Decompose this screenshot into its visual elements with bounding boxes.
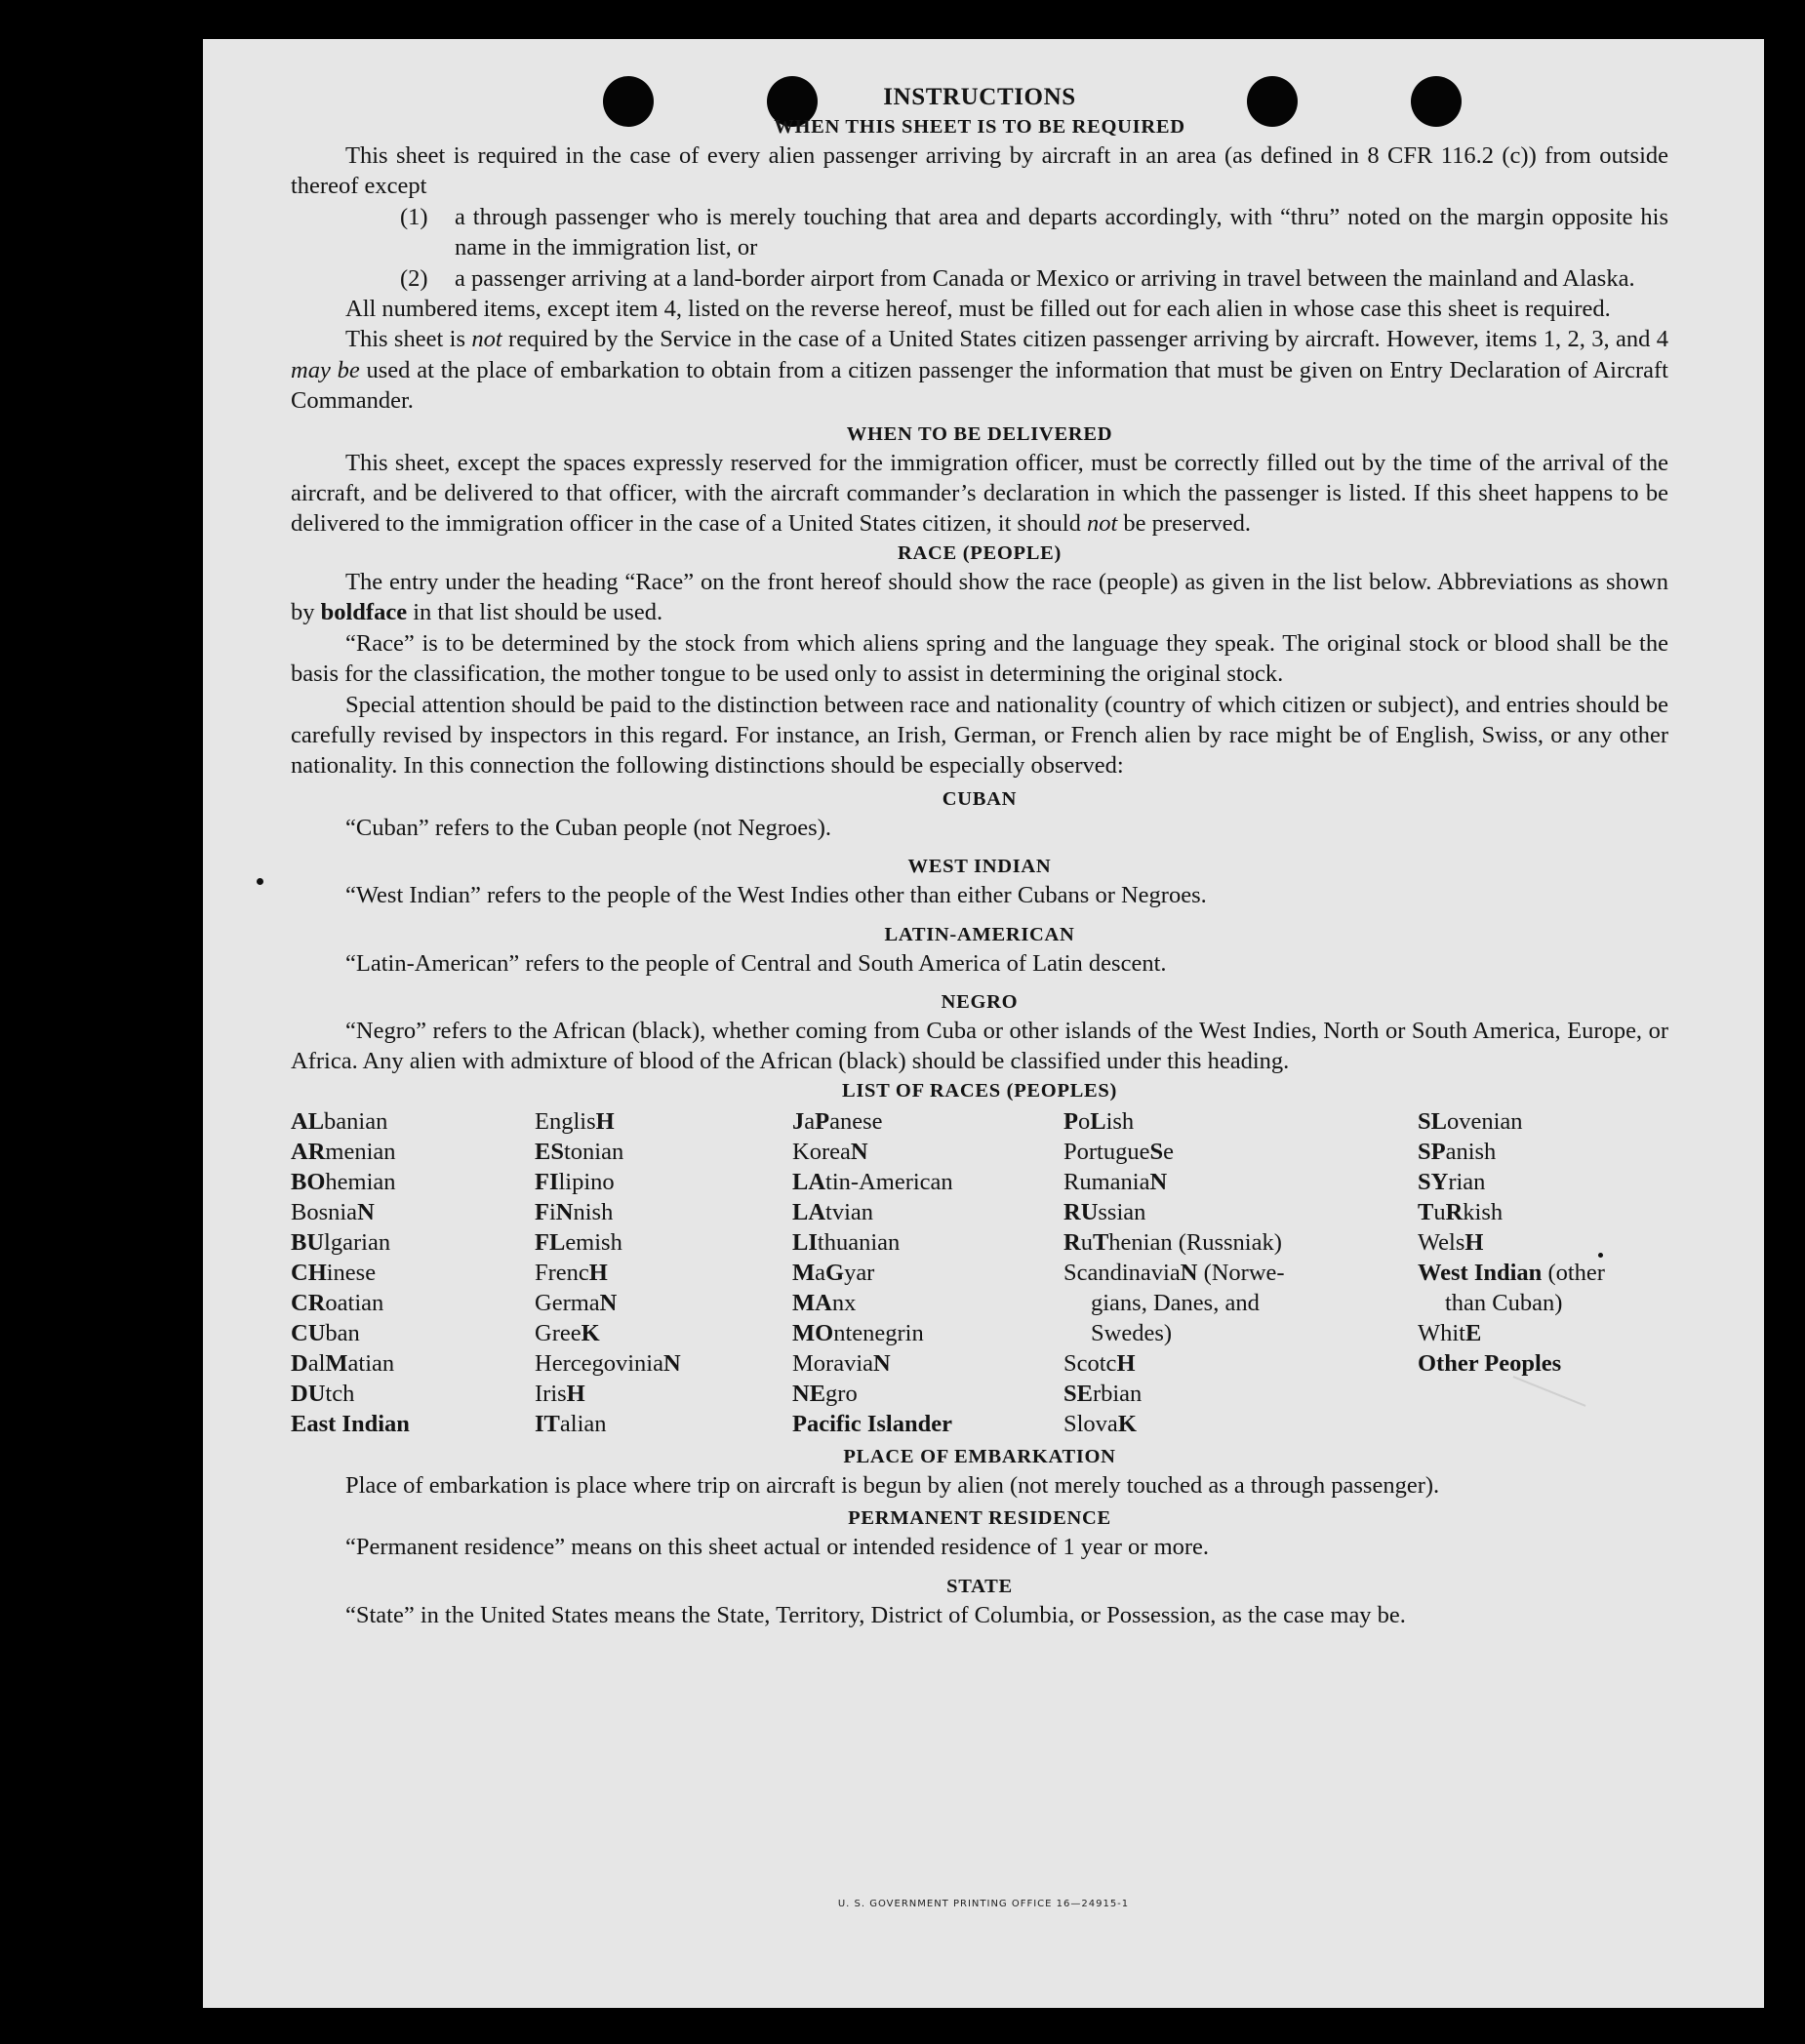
- race-entry: RumaniaN: [1063, 1168, 1168, 1195]
- race-entry: MoraviaN: [792, 1349, 891, 1377]
- race-column-4: [1063, 1106, 1418, 1439]
- printer-imprint: U. S. GOVERNMENT PRINTING OFFICE 16—24915-1: [837, 1899, 1130, 1909]
- race-entry: LIthuanian: [792, 1228, 901, 1256]
- race-list: [291, 1106, 1668, 1439]
- race-entry: FrencH: [535, 1259, 608, 1286]
- race-entry: BOhemian: [291, 1168, 396, 1195]
- heading-west-indian: WEST INDIAN: [907, 856, 1052, 878]
- heading-place-of-embarkation: PLACE OF EMBARKATION: [843, 1445, 1116, 1467]
- required-intro: This sheet is required in the case of every alien passenger arriving by aircraft in an area (as defined in 8 CFR 116.2 (c)) from outside thereof except: [291, 142, 1668, 200]
- race-entry: TuRkish: [1418, 1198, 1504, 1225]
- race-entry: GermaN: [535, 1289, 618, 1316]
- scan-speck: [257, 878, 263, 885]
- race-entry: than Cuban): [1445, 1289, 1563, 1316]
- cuban-text: “Cuban” refers to the Cuban people (not Negroes).: [345, 814, 831, 841]
- race-entry: MaGyar: [792, 1259, 875, 1286]
- exception-1: [291, 202, 1668, 263]
- instructions-text: [291, 82, 1668, 1630]
- race-column-3: [792, 1106, 1063, 1439]
- race-entry: DUtch: [291, 1380, 355, 1407]
- heading-latin-american: LATIN-AMERICAN: [884, 923, 1075, 945]
- race-entry: CHinese: [291, 1259, 377, 1286]
- race-entry: Other Peoples: [1418, 1349, 1562, 1377]
- race-entry: DalMatian: [291, 1349, 395, 1377]
- race-entry: WelsH: [1418, 1228, 1484, 1256]
- heading-list-of-races: LIST OF RACES (PEOPLES): [841, 1079, 1118, 1102]
- race-entry: CUban: [291, 1319, 360, 1346]
- race-entry: ITalian: [535, 1410, 607, 1437]
- race-entry: FIlipino: [535, 1168, 615, 1195]
- race-column-2: [535, 1106, 792, 1439]
- exception-2-text: a passenger arriving at a land-border airport from Canada or Mexico or arriving in travel between the mainland and Alaska.: [455, 264, 1635, 292]
- heading-negro: NEGRO: [941, 990, 1019, 1013]
- heading-state: STATE: [946, 1575, 1013, 1597]
- race-entry: GreeK: [535, 1319, 600, 1346]
- race-entry: WhitE: [1418, 1319, 1482, 1346]
- race-entry: LAtin-American: [792, 1168, 953, 1195]
- race-entry: BosniaN: [291, 1198, 375, 1225]
- race-entry: CRoatian: [291, 1289, 384, 1316]
- race-entry: IrisH: [535, 1380, 585, 1407]
- race-entry: Pacific Islander: [792, 1410, 952, 1437]
- race-entry: LAtvian: [792, 1198, 874, 1225]
- delivered-paragraph: This sheet, except the spaces expressly reserved for the immigration officer, must be correctly filled out by the time of the arrival of the aircraft, and be delivered to that officer, with the aircraft commander’s declaration in which the passenger is listed. If this sheet happens to be delivered to the immigration officer in the case of a United States citizen, it should not be preserved.: [291, 449, 1668, 538]
- latin-american-text: “Latin-American” refers to the people of Central and South America of Latin descent.: [345, 949, 1167, 977]
- west-indian-text: “West Indian” refers to the people of the West Indies other than either Cubans or Negroes.: [345, 882, 1207, 909]
- race-entry: ARmenian: [291, 1138, 396, 1165]
- residence-text: “Permanent residence” means on this sheet actual or intended residence of 1 year or more.: [345, 1534, 1210, 1561]
- race-entry: JaPanese: [792, 1107, 883, 1135]
- race-entry: RuThenian (Russniak): [1063, 1228, 1282, 1256]
- race-column-1: [291, 1106, 535, 1439]
- race-entry: PoLish: [1063, 1107, 1135, 1135]
- numbered-items-paragraph: All numbered items, except item 4, listed on the reverse hereof, must be filled out for each alien in whose case this sheet is required.: [345, 296, 1611, 323]
- race-entry: ScandinaviaN (Norwe-: [1063, 1259, 1285, 1286]
- race-entry: RUssian: [1063, 1198, 1146, 1225]
- race-entry: West Indian (other: [1418, 1259, 1605, 1286]
- race-entry: Swedes): [1091, 1319, 1173, 1346]
- race-entry: SErbian: [1063, 1380, 1143, 1407]
- race-paragraph-2: “Race” is to be determined by the stock from which aliens spring and the language they speak. The original stock or blood shall be the basis for the classification, the mother tongue to be used only to assist in determining the original stock.: [291, 629, 1668, 688]
- race-entry: ALbanian: [291, 1107, 388, 1135]
- race-entry: ScotcH: [1063, 1349, 1136, 1377]
- race-entry: NEgro: [792, 1380, 858, 1407]
- citizen-paragraph: This sheet is not required by the Service in the case of a United States citizen passenger arriving by aircraft. However, items 1, 2, 3, and 4 may be used at the place of embarkation to obtain from a citizen passenger the information that must be given on Entry Declaration of Aircraft Commander.: [291, 326, 1669, 415]
- heading-race: RACE (PEOPLE): [898, 541, 1062, 564]
- race-entry: MAnx: [792, 1289, 857, 1316]
- race-entry: SlovaK: [1063, 1410, 1137, 1437]
- race-entry: SLovenian: [1418, 1107, 1523, 1135]
- heading-permanent-residence: PERMANENT RESIDENCE: [848, 1507, 1111, 1530]
- embarkation-text: Place of embarkation is place where trip on aircraft is begun by alien (not merely touched as a through passenger).: [345, 1471, 1440, 1499]
- heading-when-delivered: WHEN TO BE DELIVERED: [846, 422, 1113, 445]
- race-column-5: [1418, 1106, 1668, 1439]
- exception-1-number: (1): [400, 203, 428, 230]
- exception-1-text: a through passenger who is merely touching that area and departs accordingly, with “thru” noted on the margin opposite his name in the immigration list, or: [455, 203, 1668, 261]
- race-paragraph-1: The entry under the heading “Race” on the front hereof should show the race (people) as given in the list below. Abbreviations as shown by boldface in that list should be used.: [291, 568, 1668, 626]
- race-entry: FLemish: [535, 1228, 622, 1256]
- heading-cuban: CUBAN: [942, 787, 1018, 810]
- heading-when-required: WHEN THIS SHEET IS TO BE REQUIRED: [774, 116, 1185, 138]
- race-paragraph-3: Special attention should be paid to the distinction between race and nationality (country of which citizen or subject), and entries should be carefully revised by inspectors in this regard. For instance, an Irish, German, or French alien by race might be of English, Swiss, or any other nationality. In this connection the following distinctions should be especially observed:: [291, 691, 1668, 780]
- race-entry: gians, Danes, and: [1091, 1289, 1260, 1316]
- exception-2-number: (2): [400, 264, 428, 292]
- race-entry: MOntenegrin: [792, 1319, 924, 1346]
- race-entry: HercegoviniaN: [535, 1349, 681, 1377]
- race-entry: East Indian: [291, 1410, 410, 1437]
- page-title: INSTRUCTIONS: [883, 84, 1076, 110]
- race-entry: FiNnish: [535, 1198, 614, 1225]
- race-entry: EStonian: [535, 1138, 624, 1165]
- exception-2: [291, 263, 1668, 294]
- race-entry: SYrian: [1418, 1168, 1486, 1195]
- race-entry: SPanish: [1418, 1138, 1497, 1165]
- race-entry: KoreaN: [792, 1138, 868, 1165]
- race-entry: PortugueSe: [1063, 1138, 1174, 1165]
- race-entry: EnglisH: [535, 1107, 615, 1135]
- race-entry: BUlgarian: [291, 1228, 391, 1256]
- state-text: “State” in the United States means the State, Territory, District of Columbia, or Possession, as the case may be.: [345, 1601, 1406, 1628]
- document-page: [203, 39, 1764, 2008]
- negro-text: “Negro” refers to the African (black), whether coming from Cuba or other islands of the West Indies, North or South America, Europe, or Africa. Any alien with admixture of blood of the African (black) should be classified under this heading.: [291, 1017, 1668, 1075]
